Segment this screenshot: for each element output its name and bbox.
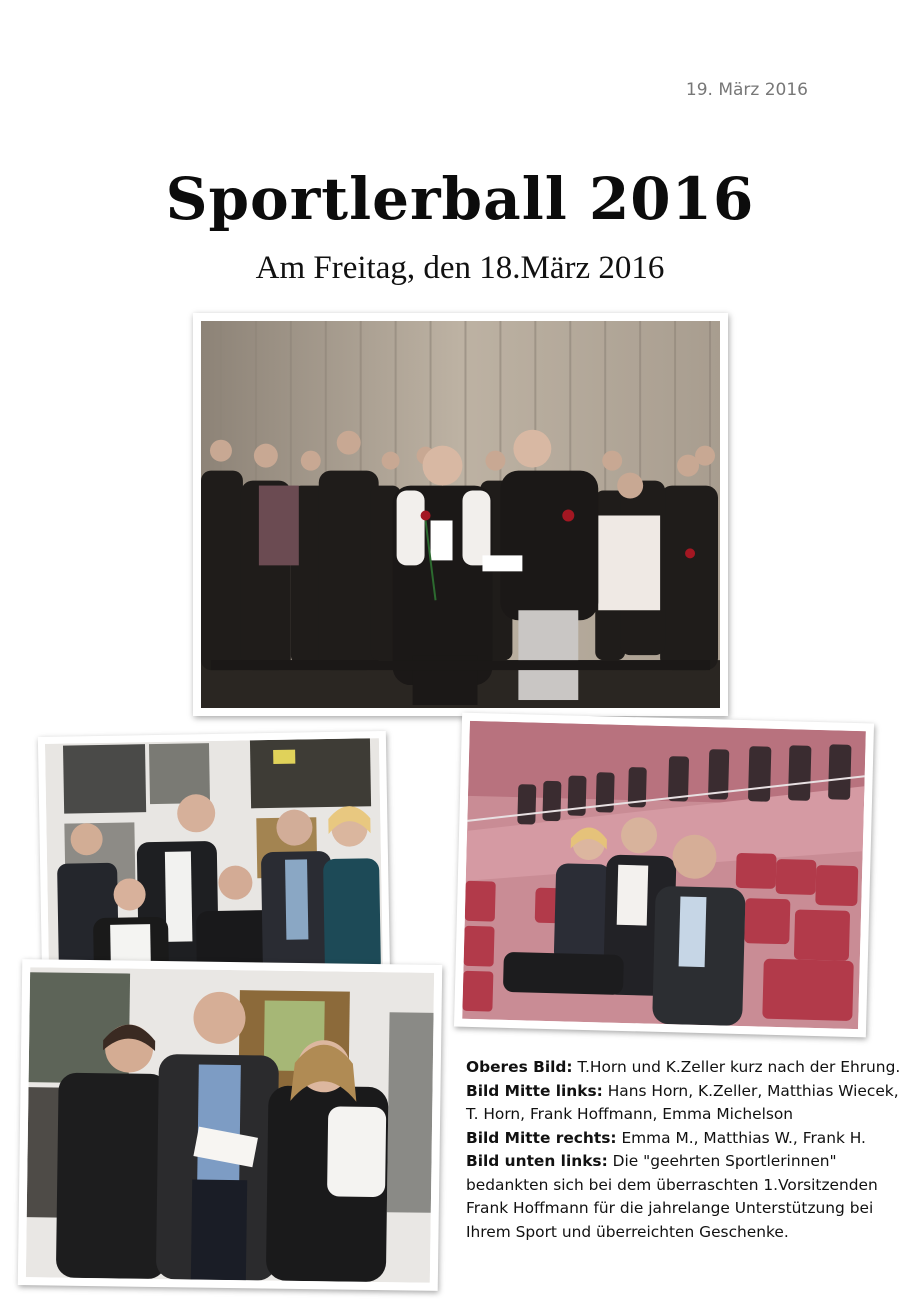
photo-top-stage-group — [193, 313, 728, 716]
caption-middle-left-label: Bild Mitte links: — [466, 1081, 603, 1100]
gallery-group-image — [45, 738, 383, 980]
caption-bottom-left — [466, 1150, 906, 1244]
caption-middle-left-text: Hans Horn, K.Zeller, Matthias Wiecek, T. Horn, Frank Hoffmann, Emma Michelson — [466, 1081, 899, 1123]
photo-middle-left-group — [38, 731, 390, 987]
page-subtitle: Am Freitag, den 18.März 2016 — [255, 250, 665, 286]
gift-handover-image — [26, 967, 434, 1283]
photo-middle-right-seats — [454, 713, 874, 1038]
caption-middle-left — [466, 1080, 906, 1127]
caption-top-text: T.Horn und K.Zeller kurz nach der Ehrung. — [572, 1058, 901, 1076]
theater-seats-image — [462, 721, 866, 1029]
caption-top-label: Oberes Bild: — [466, 1058, 573, 1076]
caption-bottom-left-text: Die "geehrten Sportlerinnen" bedankten sich bei dem überraschten 1.Vorsitzenden Frank Hoffmann für die jahrelange Unterstützung bei Ihrem Sport und überreichten Geschenke. — [466, 1152, 878, 1241]
caption-bottom-left-label: Bild unten links: — [466, 1152, 608, 1170]
caption-middle-right-label: Bild Mitte rechts: — [466, 1128, 617, 1147]
date-label: 19. März 2016 — [685, 80, 808, 100]
caption-top — [466, 1056, 906, 1080]
photo-captions — [466, 1056, 906, 1244]
caption-middle-right-text: Emma M., Matthias W., Frank H. — [616, 1128, 866, 1147]
caption-middle-right — [466, 1127, 906, 1151]
stage-group-image — [201, 321, 720, 708]
page-title: Sportlerball 2016 — [165, 165, 755, 233]
photo-bottom-left-gift — [18, 959, 443, 1291]
